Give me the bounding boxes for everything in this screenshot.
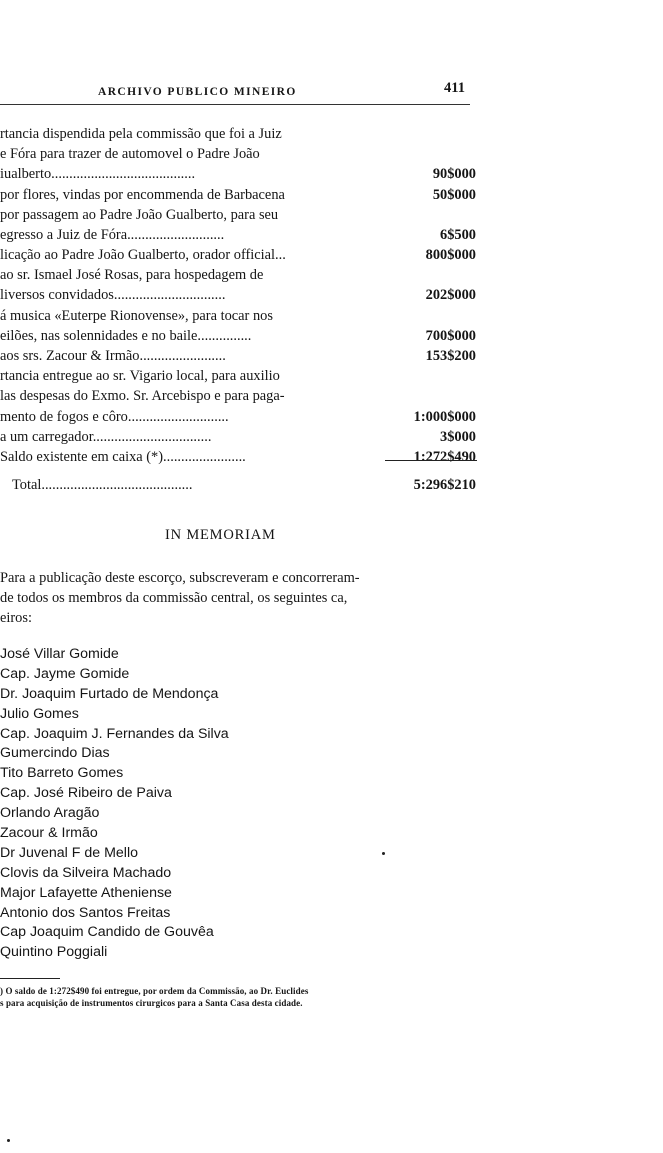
ledger-amount: 700$000 [425,327,476,344]
ledger-row [0,164,476,184]
intro-paragraph [0,568,478,628]
ledger-row [0,366,476,386]
ledger-description: liversos convidados............................... [0,287,226,304]
subscriber-name: Zacour & Irmão [0,825,98,842]
intro-line: de todos os membros da commissão central, os seguintes ca, [0,590,348,606]
ledger-description: rtancia entregue ao sr. Vigario local, para auxilio [0,368,280,385]
subscriber-name: Cap Joaquim Candido de Gouvêa [0,924,214,941]
footnote-rule [0,978,60,979]
ink-speck [7,1139,10,1142]
running-title: ARCHIVO PUBLICO MINEIRO [98,86,297,98]
ledger-amount: 153$200 [425,348,476,365]
subscriber-name: Julio Gomes [0,705,79,722]
subscriber-name: Dr. Joaquim Furtado de Mendonça [0,685,219,702]
ledger-amount: 800$000 [425,247,476,264]
ledger-amount: 1:000$000 [413,408,476,425]
ledger-row [0,346,476,366]
subscriber-name: Antonio dos Santos Freitas [0,904,171,921]
ledger-description: ao sr. Ismael José Rosas, para hospedagem de [0,267,264,284]
ledger-description: iualberto........................................ [0,166,196,183]
ledger-description: e Fóra para trazer de automovel o Padre João [0,146,260,163]
ledger-description: eilões, nas solennidades e no baile............... [0,327,252,344]
ledger-row [0,306,476,326]
ledger-amount: 50$000 [432,186,476,203]
subscriber-name: Tito Barreto Gomes [0,765,124,782]
subscriber-name: Quintino Poggiali [0,944,108,961]
ledger-description: licação ao Padre João Gualberto, orador official... [0,247,286,264]
ledger-row [0,326,476,346]
ledger-row [0,386,476,406]
ledger-amount: 202$000 [425,287,476,304]
section-title: IN MEMORIAM [165,527,276,543]
ledger-row [0,185,476,205]
subscriber-name: Clovis da Silveira Machado [0,864,172,881]
ledger-description: las despesas do Exmo. Sr. Arcebispo e para paga- [0,388,285,405]
ledger-description: por flores, vindas por encommenda de Barbacena [0,186,285,203]
header-rule [0,104,470,105]
ledger-row [0,225,476,245]
ledger-total-amount: 5:296$210 [413,477,476,494]
ledger-row [0,144,476,164]
ledger-description: por passagem ao Padre João Gualberto, para seu [0,206,279,223]
footnote [0,985,480,1009]
ledger-description: egresso a Juiz de Fóra........................... [0,226,225,243]
ledger-row [0,124,476,144]
ledger-amount: 6$500 [440,226,476,243]
subscriber-name: Cap. Joaquim J. Fernandes da Silva [0,725,229,742]
footnote-line: s para acquisição de instrumentos cirurgicos para a Santa Casa desta cidade. [0,998,303,1008]
ledger-row [0,286,476,306]
ledger-row [0,245,476,265]
ledger-row [0,447,476,467]
ledger-amount: 90$000 [432,166,476,183]
ledger-description: á musica «Euterpe Rionovense», para tocar nos [0,307,273,324]
subscriber-name: Major Lafayette Atheniense [0,884,172,901]
footnote-line: ) O saldo de 1:272$490 foi entregue, por ordem da Commissão, ao Dr. Euclides [0,986,309,996]
subscriber-name: Dr Juvenal F de Mello [0,844,138,861]
ledger-amount: 1:272$490 [413,448,476,465]
subscriber-name: José Villar Gomide [0,646,119,662]
ledger-description: mento de fogos e côro............................ [0,408,229,425]
subscriber-name: Cap. Jayme Gomide [0,665,130,682]
ledger-total-label: Total.......................................... [12,477,193,494]
ledger-total-row [0,475,476,495]
ledger-amount: 3$000 [440,428,476,445]
intro-line: eiros: [0,610,32,626]
subscriber-list [0,645,300,963]
ledger-row [0,427,476,447]
ledger-description: a um carregador................................. [0,428,212,445]
total-rule [385,460,477,461]
subscriber-name: Cap. José Ribeiro de Paiva [0,785,172,802]
ledger-description: Saldo existente em caixa (*)....................... [0,448,246,465]
expense-ledger [0,124,476,495]
ledger-row [0,407,476,427]
ledger-row [0,265,476,285]
ink-speck [382,852,385,855]
intro-line: Para a publicação deste escorço, subscreveram e concorreram- [0,570,360,586]
ledger-description: aos srs. Zacour & Irmão........................ [0,348,226,365]
ledger-description: rtancia dispendida pela commissão que foi a Juiz [0,125,282,142]
subscriber-name: Gumercindo Dias [0,745,110,762]
ledger-row [0,205,476,225]
subscriber-name: Orlando Aragão [0,805,100,822]
page-number: 411 [444,80,465,96]
